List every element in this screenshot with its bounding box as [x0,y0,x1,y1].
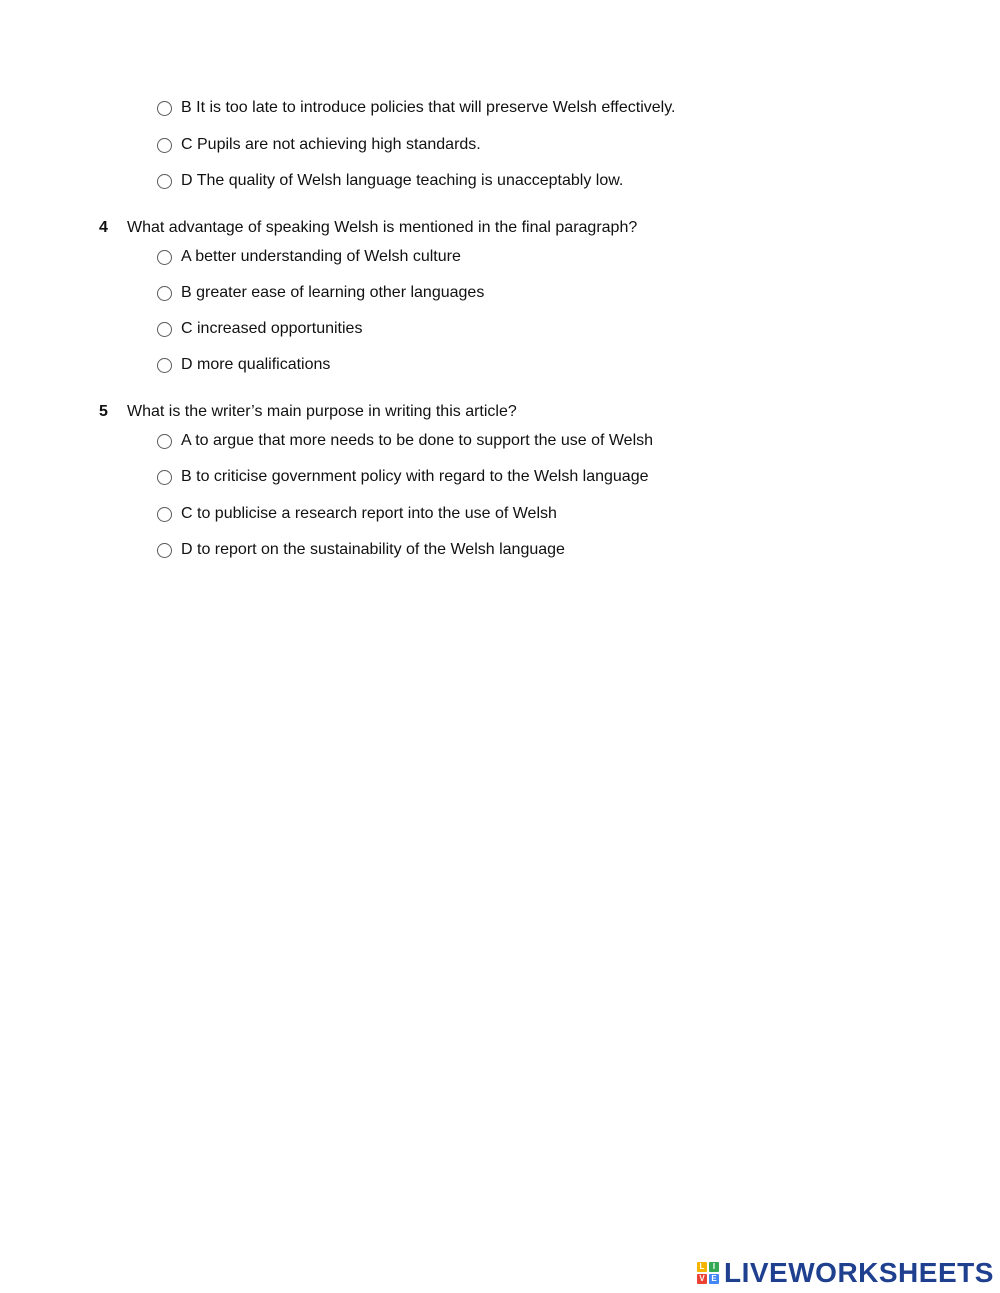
option-label: B It is too late to introduce policies that will preserve Welsh effectively. [181,99,676,116]
question-number: 5 [99,403,108,420]
radio-circle-icon[interactable] [157,543,172,558]
q3-option-d[interactable] [157,170,623,192]
question-text: What advantage of speaking Welsh is mentioned in the final paragraph? [127,219,638,236]
option-label: C increased opportunities [181,320,363,337]
q4-option-d[interactable] [157,354,330,376]
q4-option-b[interactable] [157,282,484,304]
q5-option-c[interactable] [157,503,557,525]
logo-tile: L [697,1262,707,1272]
option-label: C Pupils are not achieving high standards. [181,136,481,153]
q3-option-b[interactable] [157,97,675,119]
q5-option-a[interactable] [157,430,653,452]
radio-circle-icon[interactable] [157,507,172,522]
question-4 [99,217,637,239]
option-label: D to report on the sustainability of the Welsh language [181,541,565,558]
radio-circle-icon[interactable] [157,174,172,189]
question-text: What is the writer’s main purpose in writing this article? [127,403,517,420]
radio-circle-icon[interactable] [157,358,172,373]
radio-circle-icon[interactable] [157,470,172,485]
option-label: A to argue that more needs to be done to support the use of Welsh [181,432,654,449]
q4-option-a[interactable] [157,246,461,268]
q5-option-d[interactable] [157,539,565,561]
question-number: 4 [99,219,108,236]
logo-tile: E [709,1274,719,1284]
option-label: D The quality of Welsh language teaching is unacceptably low. [181,172,624,189]
question-5 [99,401,517,423]
q4-option-c[interactable] [157,318,362,340]
radio-circle-icon[interactable] [157,434,172,449]
q3-option-c[interactable] [157,134,481,156]
radio-circle-icon[interactable] [157,138,172,153]
radio-circle-icon[interactable] [157,322,172,337]
q5-option-b[interactable] [157,466,649,488]
option-label: D more qualifications [181,356,331,373]
option-label: C to publicise a research report into the use of Welsh [181,505,557,522]
liveworksheets-logo [697,1258,994,1288]
radio-circle-icon[interactable] [157,250,172,265]
logo-tile: I [709,1262,719,1272]
radio-circle-icon[interactable] [157,286,172,301]
logo-tile: V [697,1274,707,1284]
logo-tiles-icon [697,1262,719,1284]
option-label: B to criticise government policy with regard to the Welsh language [181,468,649,485]
radio-circle-icon[interactable] [157,101,172,116]
option-label: B greater ease of learning other languages [181,284,485,301]
logo-wordmark: LIVEWORKSHEETS [724,1257,994,1288]
option-label: A better understanding of Welsh culture [181,248,461,265]
